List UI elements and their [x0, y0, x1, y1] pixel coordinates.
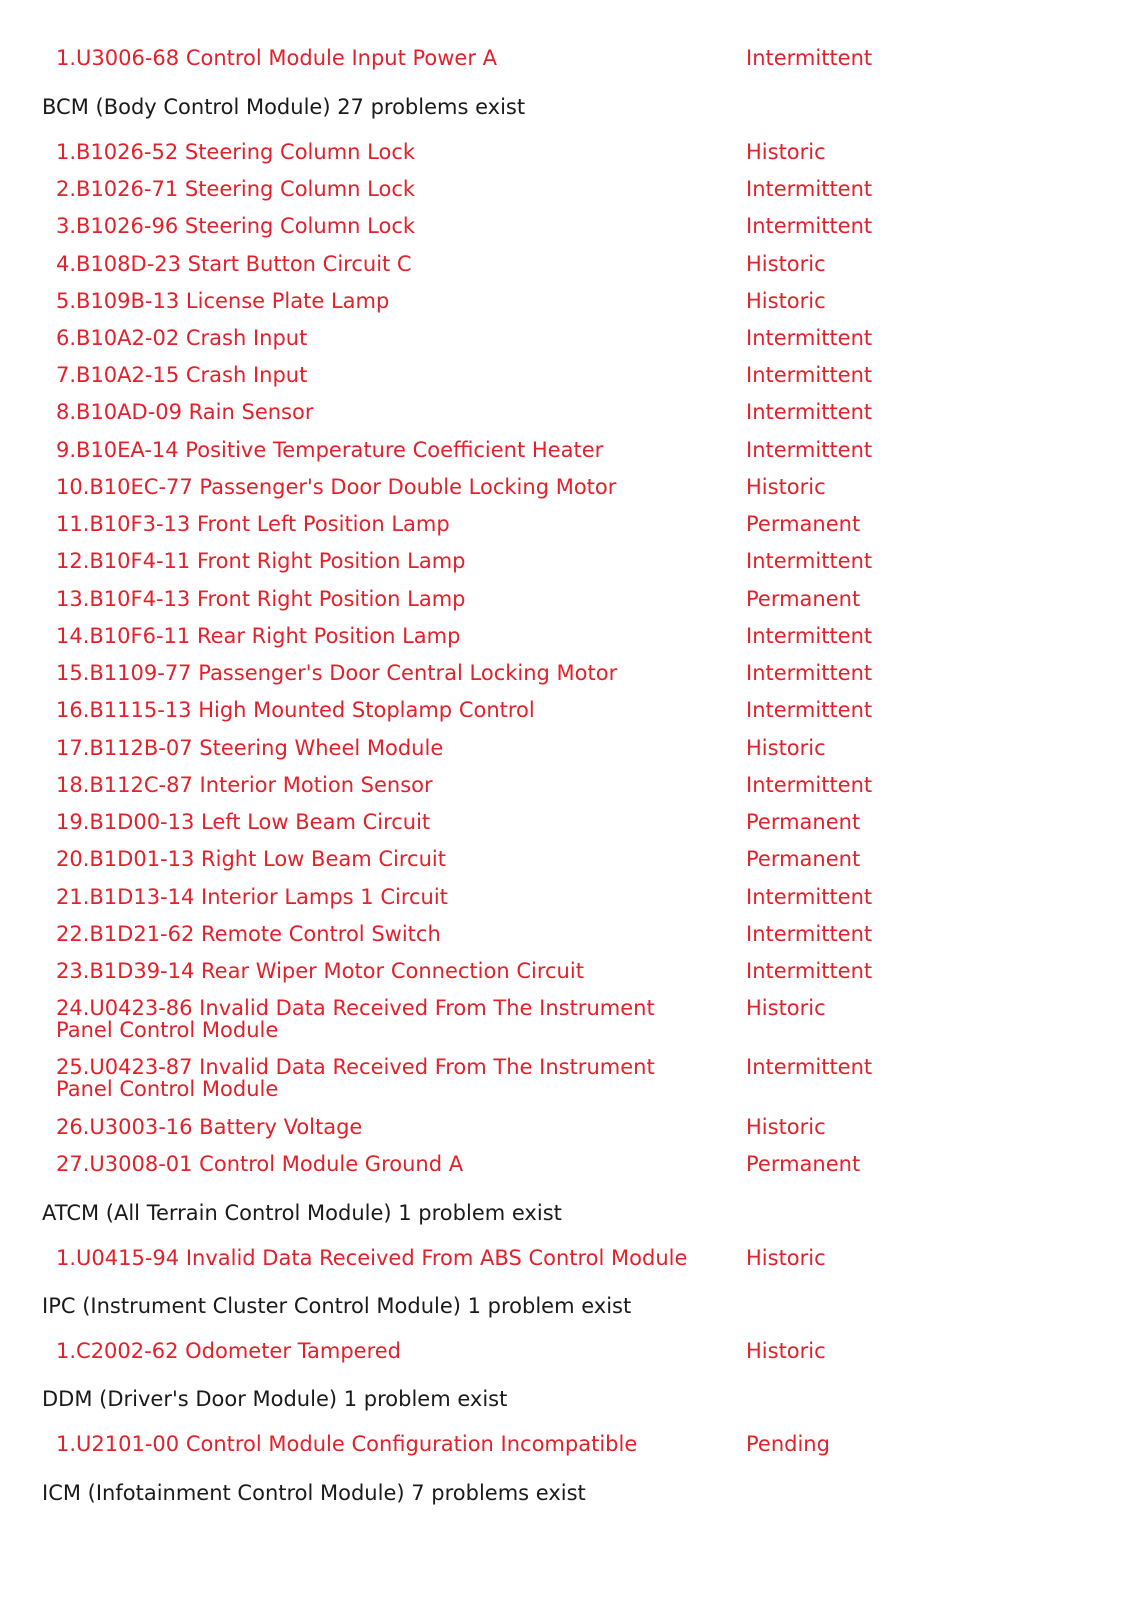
fault-description: 11.B10F3-13 Front Left Position Lamp: [56, 512, 450, 536]
fault-status: Intermittent: [746, 885, 873, 909]
fault-description: 14.B10F6-11 Rear Right Position Lamp: [56, 624, 461, 648]
fault-status: Intermittent: [746, 698, 873, 722]
fault-description: 3.B1026-96 Steering Column Lock: [56, 214, 416, 238]
fault-description: 1.U3006-68 Control Module Input Power A: [56, 46, 498, 70]
fault-description: 10.B10EC-77 Passenger's Door Double Locking Motor: [56, 475, 617, 499]
fault-description: 1.B1026-52 Steering Column Lock: [56, 140, 416, 164]
fault-description: 22.B1D21-62 Remote Control Switch: [56, 922, 441, 946]
fault-description: 17.B112B-07 Steering Wheel Module: [56, 736, 444, 760]
module-header: DDM (Driver's Door Module) 1 problem exist: [42, 1387, 508, 1411]
fault-status: Intermittent: [746, 1055, 873, 1079]
fault-description: 8.B10AD-09 Rain Sensor: [56, 400, 314, 424]
fault-status: Historic: [746, 289, 826, 313]
module-header: IPC (Instrument Cluster Control Module) 1 problem exist: [42, 1294, 632, 1318]
fault-status: Historic: [746, 1339, 826, 1363]
fault-description: 16.B1115-13 High Mounted Stoplamp Control: [56, 698, 535, 722]
fault-description: 19.B1D00-13 Left Low Beam Circuit: [56, 810, 431, 834]
fault-description: 24.U0423-86 Invalid Data Received From The Instrument Panel Control Module: [56, 996, 655, 1042]
fault-status: Permanent: [746, 512, 861, 536]
fault-status: Intermittent: [746, 959, 873, 983]
fault-description: 20.B1D01-13 Right Low Beam Circuit: [56, 847, 446, 871]
fault-description: 27.U3008-01 Control Module Ground A: [56, 1152, 464, 1176]
fault-status: Intermittent: [746, 46, 873, 70]
fault-description: 15.B1109-77 Passenger's Door Central Locking Motor: [56, 661, 618, 685]
fault-status: Intermittent: [746, 326, 873, 350]
fault-description: 26.U3003-16 Battery Voltage: [56, 1115, 363, 1139]
fault-description: 6.B10A2-02 Crash Input: [56, 326, 308, 350]
fault-description: 23.B1D39-14 Rear Wiper Motor Connection Circuit: [56, 959, 584, 983]
fault-status: Intermittent: [746, 773, 873, 797]
fault-description: 21.B1D13-14 Interior Lamps 1 Circuit: [56, 885, 448, 909]
fault-description: 1.U0415-94 Invalid Data Received From ABS Control Module: [56, 1246, 688, 1270]
fault-description: 18.B112C-87 Interior Motion Sensor: [56, 773, 433, 797]
fault-status: Intermittent: [746, 922, 873, 946]
fault-status: Intermittent: [746, 438, 873, 462]
fault-status: Intermittent: [746, 661, 873, 685]
fault-description: 2.B1026-71 Steering Column Lock: [56, 177, 416, 201]
fault-status: Historic: [746, 1246, 826, 1270]
fault-status: Historic: [746, 475, 826, 499]
module-header: ATCM (All Terrain Control Module) 1 problem exist: [42, 1201, 562, 1225]
fault-status: Historic: [746, 140, 826, 164]
module-header: ICM (Infotainment Control Module) 7 problems exist: [42, 1481, 586, 1505]
fault-status: Intermittent: [746, 549, 873, 573]
fault-status: Historic: [746, 1115, 826, 1139]
fault-status: Permanent: [746, 810, 861, 834]
fault-description: 12.B10F4-11 Front Right Position Lamp: [56, 549, 466, 573]
fault-description: 25.U0423-87 Invalid Data Received From The Instrument Panel Control Module: [56, 1055, 655, 1101]
fault-status: Historic: [746, 736, 826, 760]
fault-status: Intermittent: [746, 363, 873, 387]
module-header: BCM (Body Control Module) 27 problems exist: [42, 95, 526, 119]
fault-description: 1.C2002-62 Odometer Tampered: [56, 1339, 402, 1363]
fault-description: 7.B10A2-15 Crash Input: [56, 363, 308, 387]
fault-status: Historic: [746, 252, 826, 276]
fault-status: Intermittent: [746, 400, 873, 424]
fault-description: 13.B10F4-13 Front Right Position Lamp: [56, 587, 466, 611]
fault-status: Permanent: [746, 1152, 861, 1176]
fault-status: Intermittent: [746, 214, 873, 238]
fault-description: 1.U2101-00 Control Module Configuration Incompatible: [56, 1432, 638, 1456]
fault-description: 4.B108D-23 Start Button Circuit C: [56, 252, 412, 276]
fault-status: Intermittent: [746, 177, 873, 201]
fault-status: Intermittent: [746, 624, 873, 648]
fault-description: 9.B10EA-14 Positive Temperature Coefficient Heater: [56, 438, 604, 462]
fault-status: Permanent: [746, 587, 861, 611]
fault-status: Permanent: [746, 847, 861, 871]
fault-status: Historic: [746, 996, 826, 1020]
fault-status: Pending: [746, 1432, 830, 1456]
fault-description: 5.B109B-13 License Plate Lamp: [56, 289, 390, 313]
